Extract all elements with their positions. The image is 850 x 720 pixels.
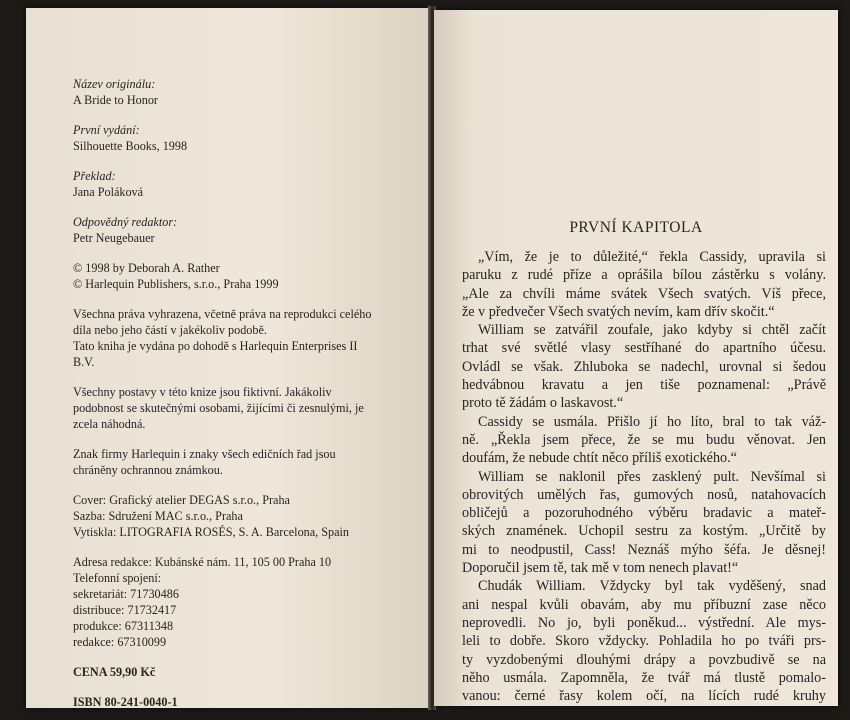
production-line: Vytiskla: LITOGRAFIA ROSÉS, S. A. Barcelona, Spain (73, 525, 350, 539)
isbn-label: ISBN 80-241-0040-1 (73, 695, 178, 708)
translation-label: Překlad: (73, 169, 116, 183)
rights-line: Všechna práva vyhrazena, včetně práva na reprodukci celého (73, 307, 372, 321)
first-edition-label: První vydání: (73, 123, 140, 137)
fiction-notice-line: zcela náhodná. (73, 417, 146, 431)
story-line: mi to neodpustil, Cass! Neznáš mýho šéfa. Je děsnej! (462, 541, 826, 558)
story-line: leli to dobře. Skoro vždycky. Pohladila ho po tváři prs- (462, 633, 826, 650)
fiction-notice-line: Všechny postavy v této knize jsou fiktivní. Jakákoliv (73, 385, 332, 399)
story-line: Cassidy se usmála. Přišlo jí ho líto, bral to tak váž- (478, 413, 826, 430)
copyright-line: © 1998 by Deborah A. Rather (73, 261, 220, 275)
translation-entry (73, 168, 423, 200)
first-edition-entry (73, 122, 423, 154)
editor-value: Petr Neugebauer (73, 231, 155, 245)
story-line: paruku z rudé příze a oprášila bílou zástěrku s volány. (462, 267, 826, 284)
fiction-notice-block (73, 384, 423, 432)
trademark-notice-block (73, 446, 423, 478)
rights-line: B.V. (73, 355, 95, 369)
story-line: ských znamének. Uchopil sestru za kostým. „Určitě by (462, 523, 826, 540)
story-line: vanou: černé řasy kolem očí, na lících rudé kruhy (462, 688, 826, 705)
rights-block (73, 306, 423, 370)
story-line: obličejů a pozoruhodného výběru bradavic a mateř- (462, 505, 826, 522)
contact-line: sekretariát: 71730486 (73, 587, 179, 601)
isbn-block (73, 694, 423, 708)
story-line: něho usmála. Zapomněla, že tvář má tlustě pomalo- (462, 669, 826, 686)
story-line: obrovitých umělých řas, gumových nosů, natahovacích (462, 486, 826, 503)
story-line: „Ale za chvíli máme svátek Všech svatých. Víš přece, (462, 285, 826, 302)
price-label: CENA 59,90 Kč (73, 665, 156, 679)
contact-line: distribuce: 71732417 (73, 603, 177, 617)
story-line: hedvábnou kravatu a jen tiše poznamenal: „Právě (462, 377, 826, 394)
story-line: ty vyzdobenými dlouhými drápy a povzbudivě se na (462, 651, 826, 668)
story-line: ani nespal kvůli obavám, aby mu příbuzní zase něco (462, 596, 826, 613)
trademark-notice-line: chráněny ochrannou známkou. (73, 463, 223, 477)
imprint-block (73, 76, 423, 708)
copyright-line: © Harlequin Publishers, s.r.o., Praha 1999 (73, 277, 279, 291)
editor-label: Odpovědný redaktor: (73, 215, 178, 229)
story-line: doufám, že nebude chtít něco příliš exotického.“ (462, 450, 737, 467)
production-line: Sazba: Sdružení MAC s.r.o., Praha (73, 509, 243, 523)
original-title-entry (73, 76, 423, 108)
rights-line: Tato kniha je vydána po dohodě s Harlequin Enterprises II (73, 339, 358, 353)
story-line: neprovedli. No jo, byli poněkud... výstřední. Ale mys- (462, 614, 826, 631)
story-line: Ovládl se však. Zhluboka se nadechl, urovnal si šedou (462, 358, 826, 375)
story-line: „Vím, že je to důležité,“ řekla Cassidy, upravila si (478, 249, 826, 265)
story-line: trhat své světlé vlasy sestříhané do apartního účesu. (462, 340, 826, 357)
story-line: ně. „Řekla jsem přece, že se mu budu věnovat. Jen (462, 431, 826, 448)
contact-block (73, 554, 423, 650)
story-line: William se naklonil přes zasklený pult. Nevšímal si (478, 468, 826, 485)
story-line: že v předvečer Všech svatých nevím, kam dřív skočit.“ (462, 303, 775, 320)
fiction-notice-line: podobnost se skutečnými osobami, žijícími či zesnulými, je (73, 401, 364, 415)
chapter-title: PRVNÍ KAPITOLA (569, 219, 703, 236)
translation-value: Jana Poláková (73, 185, 144, 199)
right-page (434, 10, 838, 706)
story-line: William se zatvářil zoufale, jako kdyby si chtěl začít (478, 322, 826, 339)
contact-line: redakce: 67310099 (73, 635, 167, 649)
contact-line: produkce: 67311348 (73, 619, 174, 633)
first-edition-value: Silhouette Books, 1998 (73, 139, 188, 153)
contact-line: Telefonní spojení: (73, 571, 162, 585)
story-line: Doporučil jsem tě, tak mě v tom nenech plavat!“ (462, 560, 739, 577)
story-line: Chudák William. Vždycky byl tak vyděšený, snad (478, 578, 826, 595)
copyright-block (73, 260, 423, 292)
editor-entry (73, 214, 423, 246)
original-title-value: A Bride to Honor (73, 93, 158, 107)
production-block (73, 492, 423, 540)
story-line: proto tě žádám o laskavost.“ (462, 395, 624, 412)
original-title-label: Název originálu: (73, 77, 156, 91)
left-page (26, 8, 428, 708)
trademark-notice-line: Znak firmy Harlequin i znaky všech edičních řad jsou (73, 447, 336, 461)
story-text (462, 248, 826, 705)
price-block (73, 664, 423, 680)
production-line: Cover: Grafický atelier DEGAS s.r.o., Praha (73, 493, 290, 507)
contact-line: Adresa redakce: Kubánské nám. 11, 105 00 Praha 10 (73, 555, 332, 569)
rights-line: díla nebo jeho částí v jakékoliv podobě. (73, 323, 267, 337)
